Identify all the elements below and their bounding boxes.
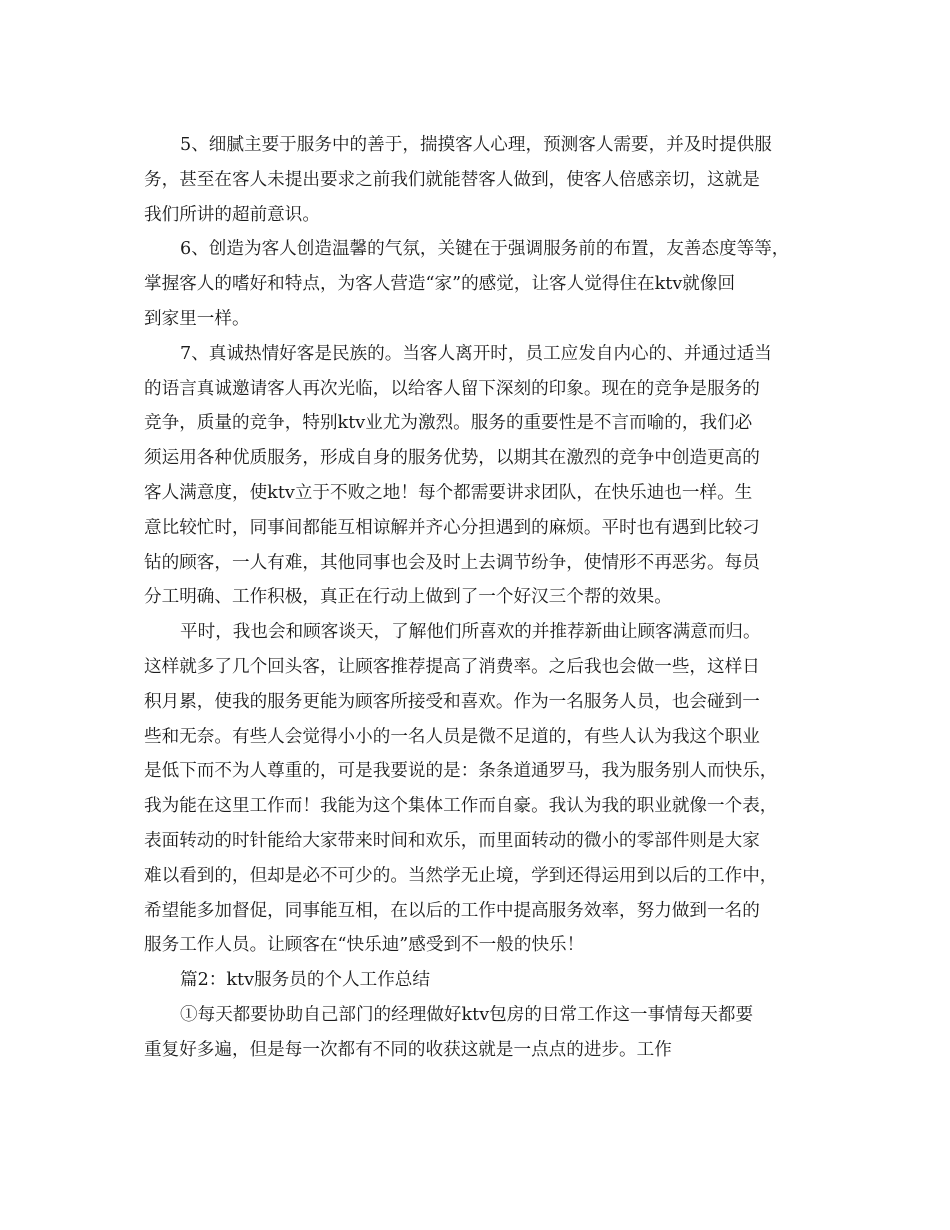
text-line: 重复好多遍，但是每一次都有不同的收获这就是一点点的进步。工作 — [144, 1039, 672, 1060]
text-line: 篇2：ktv服务员的个人工作总结 — [180, 970, 430, 991]
text-line: 客人满意度，使ktv立于不败之地！每个都需要讲求团队，在快乐迪也一样。生 — [144, 482, 753, 503]
text-line: 希望能多加督促，同事能互相，在以后的工作中提高服务效率，努力做到一名的 — [144, 900, 760, 921]
text-line: 意比较忙时，同事间都能互相谅解并齐心分担遇到的麻烦。平时也有遇到比较刁 — [144, 517, 760, 538]
text-line: 7、真诚热情好客是民族的。当客人离开时，员工应发自内心的、并通过适当 — [180, 343, 772, 364]
text-line: 是低下而不为人尊重的，可是我要说的是：条条道通罗马，我为服务别人而快乐， — [144, 761, 778, 782]
text-line: 些和无奈。有些人会觉得小小的一名人员是微不足道的，有些人认为我这个职业 — [144, 726, 760, 747]
text-line: 表面转动的时针能给大家带来时间和欢乐，而里面转动的微小的零部件则是大家 — [144, 830, 760, 851]
text-line: 钻的顾客，一人有难，其他同事也会及时上去调节纷争，使情形不再恶劣。每员 — [144, 552, 760, 573]
text-line: 6、创造为客人创造温馨的气氛，关键在于强调服务前的布置，友善态度等等， — [180, 239, 790, 260]
text-line: 须运用各种优质服务，形成自身的服务优势，以期其在激烈的竞争中创造更高的 — [144, 448, 760, 469]
text-line: 难以看到的，但却是必不可少的。当然学无止境，学到还得运用到以后的工作中， — [144, 865, 778, 886]
text-line: 掌握客人的嗜好和特点，为客人营造“家”的感觉，让客人觉得住在ktv就像回 — [144, 274, 736, 295]
text-line: 服务工作人员。让顾客在“快乐迪”感受到不一般的快乐！ — [144, 935, 585, 956]
text-line: 这样就多了几个回头客，让顾客推荐提高了消费率。之后我也会做一些，这样日 — [144, 656, 760, 677]
text-line: 的语言真诚邀请客人再次光临，以给客人留下深刻的印象。现在的竞争是服务的 — [144, 378, 760, 399]
text-line: 务，甚至在客人未提出要求之前我们就能替客人做到，使客人倍感亲切，这就是 — [144, 169, 760, 190]
text-line: 我们所讲的超前意识。 — [144, 204, 320, 225]
text-line: 积月累，使我的服务更能为顾客所接受和喜欢。作为一名服务人员，也会碰到一 — [144, 691, 760, 712]
text-line: 5、细腻主要于服务中的善于，揣摸客人心理，预测客人需要，并及时提供服 — [180, 135, 772, 155]
text-line: 分工明确、工作积极，真正在行动上做到了一个好汉三个帮的效果。 — [144, 587, 672, 608]
text-line: 平时，我也会和顾客谈天，了解他们所喜欢的并推荐新曲让顾客满意而归。 — [180, 622, 761, 643]
text-line: 我为能在这里工作而！我能为这个集体工作而自豪。我认为我的职业就像一个表， — [144, 796, 778, 817]
text-line: 到家里一样。 — [144, 308, 250, 329]
document-body — [144, 128, 814, 1068]
text-line: 竞争，质量的竞争，特别ktv业尤为激烈。服务的重要性是不言而喻的，我们必 — [144, 413, 753, 434]
text-line: ①每天都要协助自己部门的经理做好ktv包房的日常工作这一事情每天都要 — [180, 1004, 754, 1025]
